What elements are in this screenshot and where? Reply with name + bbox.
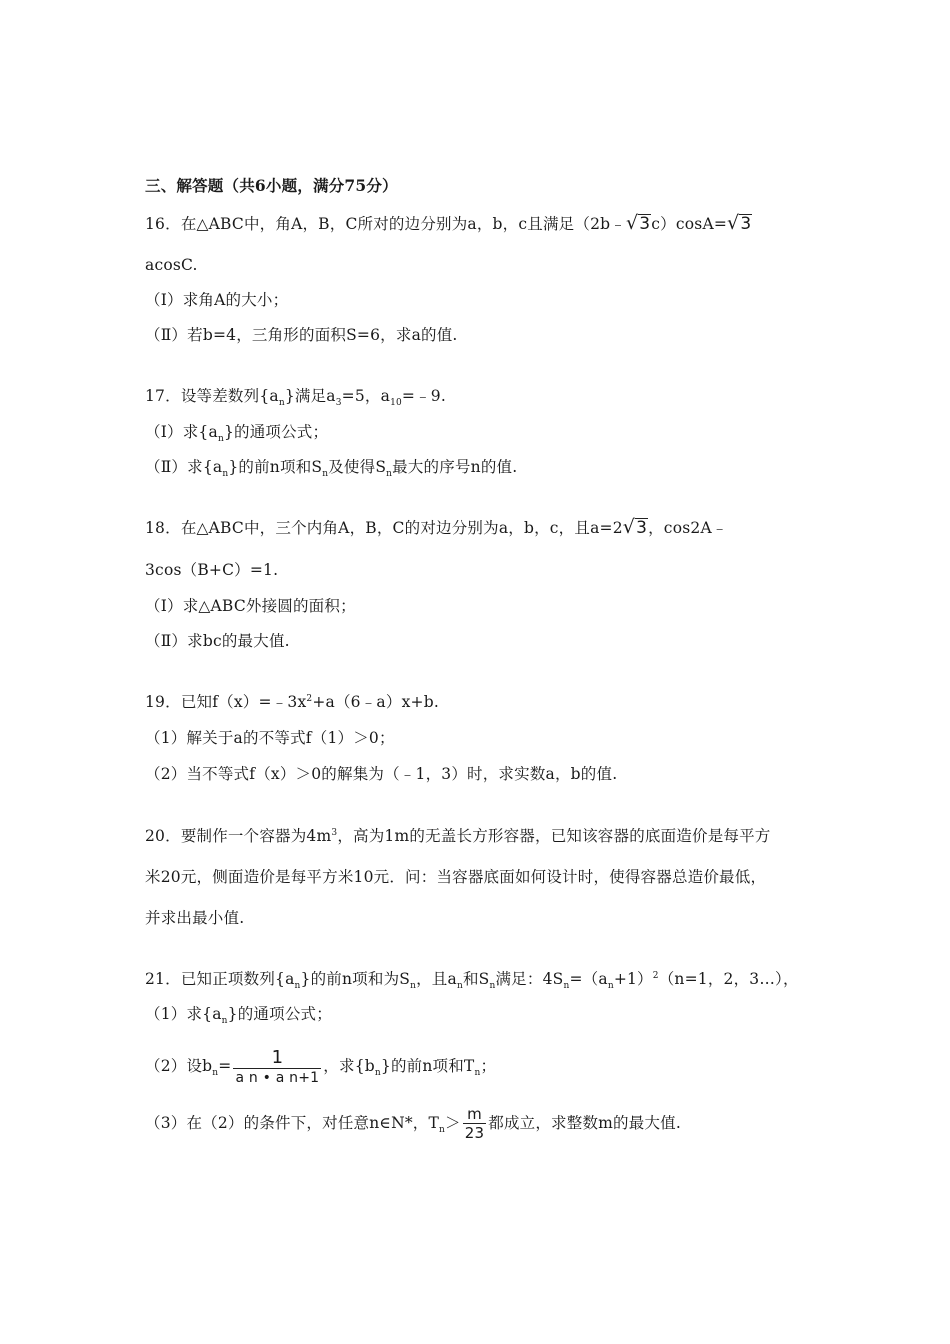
superscript: 2 — [306, 693, 313, 704]
fraction-numerator: 1 — [233, 1048, 321, 1069]
subscript: n — [489, 981, 496, 992]
q21-part2 — [145, 1046, 496, 1087]
q20-text: ，高为1m的无盖长方形容器，已知该容器的底面造价是每平方 — [337, 827, 771, 845]
q19-part2: （2）当不等式f（x）＞0的解集为（﹣1，3）时，求实数a，b的值. — [145, 765, 618, 783]
q21-text: }的通项公式； — [227, 1005, 332, 1023]
subscript: n — [212, 1068, 219, 1079]
subscript: n — [278, 398, 285, 409]
subscript: n — [374, 1068, 381, 1079]
q16-part1: （Ⅰ）求角A的大小； — [145, 291, 289, 309]
q21-text: （3）在（2）的条件下，对任意n∈N*，T — [145, 1114, 440, 1132]
q17-text: =5，a — [341, 387, 391, 405]
superscript: 2 — [652, 970, 659, 981]
q19-text: 19．已知f（x）=﹣3x — [145, 693, 307, 711]
q21-text: = — [218, 1057, 232, 1075]
q17-text: 及使得S — [328, 458, 387, 476]
q17-text: }的前n项和S — [228, 458, 323, 476]
q17-text: 17．设等差数列{a — [145, 387, 279, 405]
q17-text: }的通项公式； — [223, 423, 329, 441]
q21-text: }的前n项和为S — [300, 970, 411, 988]
subscript: n — [217, 434, 224, 445]
q21-text: ，求{b — [323, 1057, 375, 1075]
q16-line1 — [145, 213, 752, 234]
q17-text: 最大的序号n的值. — [392, 458, 518, 476]
q21-text: （n=1，2，3…）， — [658, 970, 799, 988]
q21-text: 21．已知正项数列{a — [145, 970, 295, 988]
subscript: 3 — [335, 398, 342, 409]
q19-text: +a（6﹣a）x+b. — [312, 693, 439, 711]
q21-line1 — [145, 969, 799, 992]
sqrt-radicand: 3 — [639, 214, 651, 234]
q17-text: （Ⅰ）求{a — [145, 423, 218, 441]
sqrt-symbol: √ — [625, 212, 639, 234]
fraction — [233, 1048, 321, 1087]
q21-text: （2）设b — [145, 1057, 213, 1075]
q17-text: }满足a — [284, 387, 336, 405]
sqrt-symbol: √ — [622, 516, 636, 538]
sqrt-radicand: 3 — [636, 518, 648, 538]
q21-text: 满足：4S — [495, 970, 564, 988]
q21-text: =（a — [569, 970, 608, 988]
q17-text: （Ⅱ）求{a — [145, 458, 223, 476]
sqrt-radicand: 3 — [740, 214, 752, 234]
q21-text: 都成立，求整数m的最大值. — [488, 1114, 681, 1132]
q18-line2: 3cos（B+C）=1. — [145, 561, 279, 579]
q18-text: 18．在△ABC中，三个内角A，B，C的对边分别为a，b，c，且a=2 — [145, 519, 623, 537]
fraction-numerator: m — [463, 1106, 487, 1124]
q17-line1 — [145, 386, 446, 409]
subscript: n — [439, 1125, 446, 1136]
q21-text: ； — [480, 1057, 497, 1075]
q18-part2: （Ⅱ）求bc的最大值. — [145, 632, 290, 650]
subscript: n — [410, 981, 417, 992]
q21-text: +1） — [613, 970, 653, 988]
q21-part3 — [145, 1103, 681, 1143]
q21-text: ＞ — [445, 1114, 461, 1132]
subscript: n — [456, 981, 463, 992]
q16-text-a: 16．在△ABC中，角A，B，C所对的边分别为a，b，c且满足（2b﹣ — [145, 215, 626, 233]
q16-text-b: c）cosA= — [651, 215, 728, 233]
q18-text: ，cos2A﹣ — [648, 519, 728, 537]
fraction-denominator: a n • a n+1 — [235, 1069, 320, 1086]
subscript: n — [386, 469, 393, 480]
q20-line1 — [145, 826, 771, 846]
q16-part2: （Ⅱ）若b=4，三角形的面积S=6，求a的值. — [145, 326, 458, 344]
fraction — [463, 1106, 487, 1142]
subscript: n — [474, 1068, 481, 1079]
q21-text: 和S — [462, 970, 490, 988]
q21-text: （1）求{a — [145, 1005, 222, 1023]
subscript: n — [563, 981, 570, 992]
fraction-denominator: 23 — [464, 1124, 485, 1142]
q21-text: ，且a — [416, 970, 457, 988]
q18-line1 — [145, 517, 728, 538]
superscript: 3 — [331, 827, 338, 838]
subscript: n — [607, 981, 614, 992]
q16-line2: acosC. — [145, 256, 198, 274]
q19-part1: （1）解关于a的不等式f（1）＞0； — [145, 729, 395, 747]
subscript: n — [222, 469, 229, 480]
q20-line2: 米20元，侧面造价是每平方米10元．问：当容器底面如何设计时，使得容器总造价最低， — [145, 868, 767, 886]
section-title: 三、解答题（共6小题，满分75分） — [145, 176, 398, 195]
q20-text: 20．要制作一个容器为4m — [145, 827, 332, 845]
sqrt-symbol: √ — [727, 212, 740, 234]
q21-part1 — [145, 1004, 332, 1027]
subscript: n — [322, 469, 329, 480]
q20-line3: 并求出最小值. — [145, 909, 245, 927]
subscript: n — [221, 1016, 228, 1027]
subscript: 10 — [390, 398, 402, 409]
subscript: n — [294, 981, 301, 992]
q17-part2 — [145, 457, 518, 480]
q18-part1: （Ⅰ）求△ABC外接圆的面积； — [145, 597, 356, 615]
q21-text: }的前n项和T — [380, 1057, 475, 1075]
q19-line1 — [145, 692, 439, 712]
q17-text: =﹣9. — [401, 387, 446, 405]
q17-part1 — [145, 422, 329, 445]
